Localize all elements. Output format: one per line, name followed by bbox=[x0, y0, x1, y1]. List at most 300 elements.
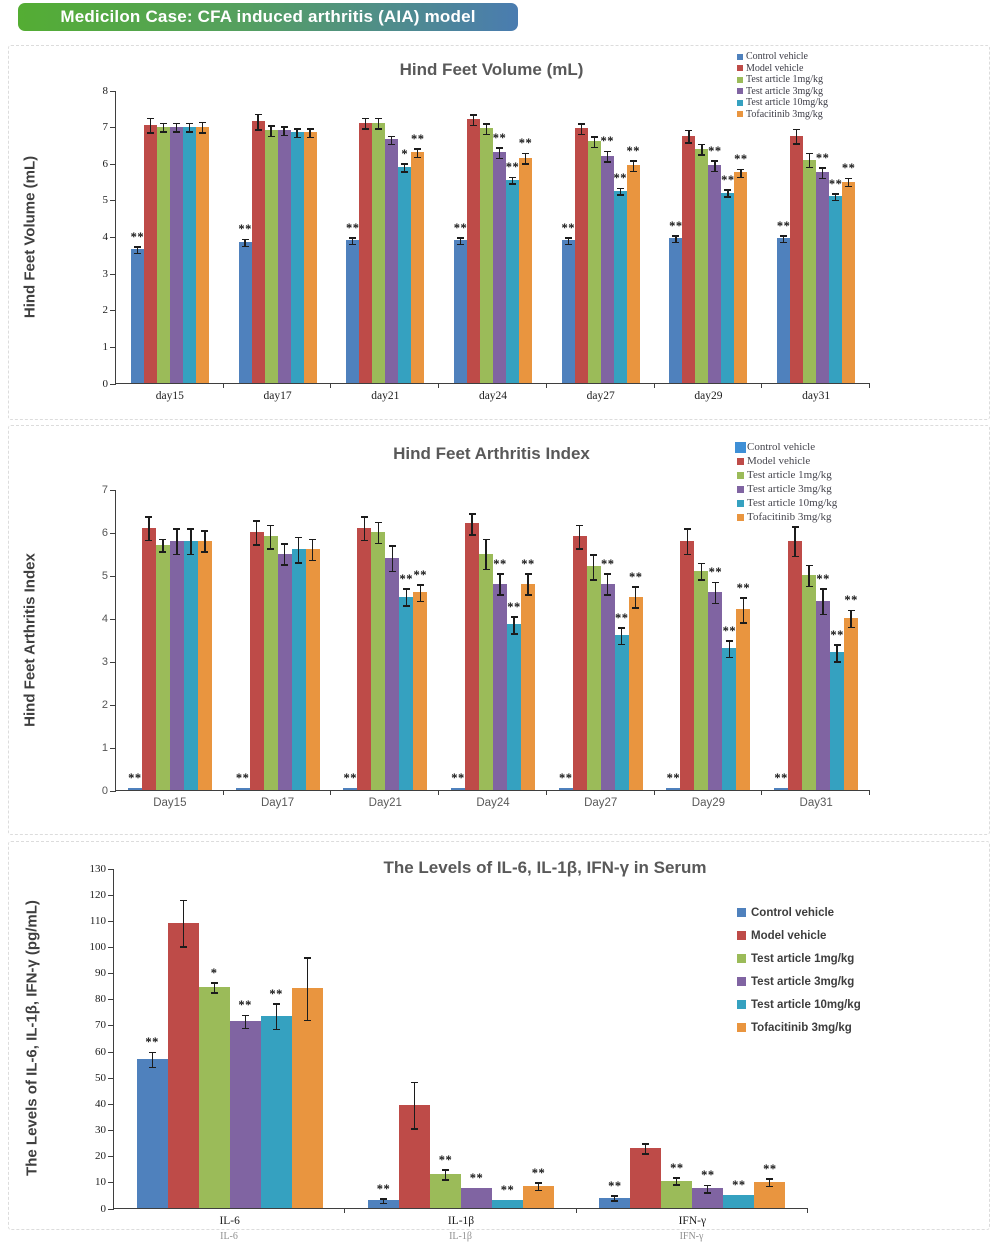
error-bar-bottom-cap bbox=[281, 135, 288, 137]
error-bar bbox=[176, 529, 177, 555]
bar-model-vehicle bbox=[252, 121, 265, 383]
error-bar-top-cap bbox=[578, 123, 585, 125]
error-bar bbox=[621, 628, 622, 645]
error-bar bbox=[607, 574, 608, 596]
error-bar bbox=[579, 525, 580, 549]
error-bar-top-cap bbox=[309, 539, 316, 541]
error-bar-top-cap bbox=[242, 1015, 249, 1017]
y-axis-tick-label: 8 bbox=[102, 84, 108, 97]
significance-marker: ** bbox=[613, 171, 627, 186]
bar-test-article-10mg-kg bbox=[183, 127, 196, 383]
x-axis-tick-mark bbox=[344, 1208, 345, 1213]
x-category-label: day15 bbox=[155, 390, 184, 402]
significance-marker: ** bbox=[521, 556, 535, 571]
error-bar bbox=[298, 537, 299, 563]
error-bar-top-cap bbox=[361, 516, 368, 518]
bar-test-article-3mg-kg bbox=[170, 541, 184, 790]
bar-test-article-1mg-kg bbox=[480, 128, 493, 383]
error-bar-bottom-cap bbox=[307, 137, 314, 139]
error-bar-bottom-cap bbox=[199, 132, 206, 134]
legend-swatch bbox=[735, 442, 746, 453]
significance-marker: ** bbox=[518, 136, 533, 151]
significance-marker: ** bbox=[413, 567, 428, 582]
error-bar-bottom-cap bbox=[469, 534, 476, 536]
error-bar-top-cap bbox=[145, 516, 152, 518]
error-bar-bottom-cap bbox=[604, 161, 611, 163]
bar-test-article-10mg-kg bbox=[291, 132, 304, 383]
x-axis-tick-mark bbox=[576, 1208, 577, 1213]
significance-marker: ** bbox=[708, 565, 723, 580]
y-axis-tick-label: 2 bbox=[101, 698, 108, 711]
y-axis-tick-mark bbox=[108, 895, 114, 896]
significance-marker: ** bbox=[816, 571, 830, 586]
error-bar-bottom-cap bbox=[792, 556, 799, 558]
error-bar-top-cap bbox=[134, 246, 141, 248]
error-bar-top-cap bbox=[389, 545, 396, 547]
legend-item-model-vehicle bbox=[737, 924, 861, 947]
bar-tofacitinib-3mg-kg bbox=[844, 618, 858, 790]
error-bar bbox=[150, 118, 151, 133]
legend-swatch bbox=[737, 65, 743, 71]
error-bar-top-cap bbox=[618, 627, 625, 629]
significance-marker: ** bbox=[235, 771, 250, 786]
legend-item-model-vehicle bbox=[737, 454, 837, 468]
error-bar-top-cap bbox=[388, 136, 395, 138]
error-bar-bottom-cap bbox=[509, 183, 516, 185]
legend-item-control-vehicle bbox=[737, 51, 828, 63]
error-bar-top-cap bbox=[704, 1185, 711, 1187]
bar-tofacitinib-3mg-kg bbox=[736, 609, 750, 790]
error-bar-top-cap bbox=[470, 114, 477, 116]
bar-tofacitinib-3mg-kg bbox=[198, 541, 212, 790]
error-bar bbox=[312, 539, 313, 561]
bar-model-vehicle bbox=[630, 1148, 661, 1208]
error-bar-bottom-cap bbox=[457, 244, 464, 246]
bar-model-vehicle bbox=[465, 523, 479, 790]
significance-marker: ** bbox=[763, 1161, 777, 1176]
significance-marker: ** bbox=[531, 1165, 546, 1180]
significance-marker: ** bbox=[438, 1152, 453, 1167]
error-bar-bottom-cap bbox=[780, 242, 787, 244]
error-bar-bottom-cap bbox=[173, 554, 180, 556]
error-bar-top-cap bbox=[820, 588, 827, 590]
y-axis-label-arthritis-index: Hind Feet Arthritis Index bbox=[21, 553, 39, 727]
y-axis-tick-label: 5 bbox=[101, 569, 108, 582]
error-bar bbox=[276, 1004, 277, 1030]
bar-test-article-1mg-kg bbox=[587, 566, 601, 790]
y-axis-tick-mark bbox=[110, 274, 116, 275]
bar-test-article-10mg-kg bbox=[399, 597, 413, 791]
significance-marker: * bbox=[210, 965, 218, 980]
y-axis-tick-mark bbox=[110, 237, 116, 238]
x-axis-tick-mark bbox=[807, 1208, 808, 1213]
error-bar-top-cap bbox=[380, 1198, 387, 1200]
bar-control-vehicle bbox=[562, 240, 575, 383]
bar-test-article-3mg-kg bbox=[278, 130, 291, 383]
error-bar bbox=[471, 514, 472, 536]
error-bar-top-cap bbox=[173, 123, 180, 125]
error-bar-top-cap bbox=[724, 189, 731, 191]
bar-test-article-10mg-kg bbox=[722, 648, 736, 790]
legend-swatch bbox=[737, 111, 743, 117]
y-axis-tick-mark bbox=[108, 1078, 114, 1079]
bar-test-article-1mg-kg bbox=[265, 130, 278, 383]
y-axis-tick-label: 3 bbox=[101, 655, 108, 668]
error-bar-bottom-cap bbox=[361, 540, 368, 542]
error-bar-bottom-cap bbox=[684, 554, 691, 556]
significance-marker: ** bbox=[130, 229, 145, 244]
legend-item-control-vehicle bbox=[737, 901, 861, 924]
y-axis-tick-label: 100 bbox=[89, 940, 106, 953]
legend-swatch bbox=[737, 458, 744, 465]
error-bar bbox=[270, 525, 271, 549]
y-axis-tick-mark bbox=[108, 999, 114, 1000]
significance-marker: ** bbox=[376, 1181, 391, 1196]
error-bar-top-cap bbox=[632, 586, 639, 588]
y-axis-tick-mark bbox=[110, 127, 116, 128]
error-bar-top-cap bbox=[242, 239, 249, 241]
error-bar bbox=[364, 517, 365, 541]
y-axis-tick-mark bbox=[110, 662, 116, 663]
bar-test-article-1mg-kg bbox=[371, 532, 385, 790]
legend-item-test-article-10mg-kg bbox=[737, 993, 861, 1016]
significance-marker: ** bbox=[343, 771, 358, 786]
error-bar bbox=[513, 617, 514, 634]
error-bar-top-cap bbox=[806, 565, 813, 567]
error-bar-top-cap bbox=[417, 584, 424, 586]
error-bar-top-cap bbox=[273, 1003, 280, 1005]
y-axis-tick-mark bbox=[108, 1025, 114, 1026]
significance-marker: ** bbox=[844, 593, 858, 608]
error-bar-bottom-cap bbox=[294, 137, 301, 139]
x-axis-tick-mark bbox=[438, 790, 439, 795]
error-bar-bottom-cap bbox=[711, 171, 718, 173]
y-axis-tick-label: 20 bbox=[95, 1150, 106, 1163]
error-bar-bottom-cap bbox=[403, 605, 410, 607]
error-bar-top-cap bbox=[457, 237, 464, 239]
error-bar-bottom-cap bbox=[173, 131, 180, 133]
error-bar-top-cap bbox=[642, 1143, 649, 1145]
error-bar-top-cap bbox=[281, 126, 288, 128]
error-bar-bottom-cap bbox=[535, 1190, 542, 1192]
significance-marker: ** bbox=[600, 556, 615, 571]
error-bar-top-cap bbox=[442, 1169, 449, 1171]
error-bar bbox=[190, 529, 191, 555]
bar-model-vehicle bbox=[682, 136, 695, 383]
error-bar-top-cap bbox=[832, 193, 839, 195]
bar-tofacitinib-3mg-kg bbox=[521, 584, 535, 790]
x-axis-tick-mark bbox=[330, 383, 331, 388]
bar-test-article-3mg-kg bbox=[708, 592, 722, 790]
error-bar-bottom-cap bbox=[834, 661, 841, 663]
x-axis-tick-mark bbox=[438, 383, 439, 388]
bar-test-article-10mg-kg bbox=[261, 1016, 292, 1208]
y-axis-tick-mark bbox=[108, 1130, 114, 1131]
error-bar-top-cap bbox=[159, 539, 166, 541]
error-bar bbox=[414, 1082, 415, 1129]
legend-label: Test article 1mg/kg bbox=[751, 952, 855, 965]
error-bar bbox=[499, 574, 500, 596]
bar-control-vehicle bbox=[669, 238, 682, 383]
bar-test-article-3mg-kg bbox=[170, 127, 183, 383]
error-bar bbox=[148, 517, 149, 541]
x-category-label: day29 bbox=[694, 390, 723, 402]
y-axis-tick-mark bbox=[110, 347, 116, 348]
bar-test-article-10mg-kg bbox=[398, 167, 411, 383]
bar-test-article-10mg-kg bbox=[615, 635, 629, 790]
bar-model-vehicle bbox=[142, 528, 156, 790]
error-bar bbox=[796, 129, 797, 144]
significance-marker: ** bbox=[669, 218, 683, 233]
significance-marker: * bbox=[401, 146, 409, 161]
significance-marker: ** bbox=[734, 152, 748, 166]
legend-item-test-article-3mg-kg bbox=[737, 970, 861, 993]
error-bar-bottom-cap bbox=[253, 544, 260, 546]
legend-swatch bbox=[737, 1023, 746, 1032]
error-bar-bottom-cap bbox=[740, 622, 747, 624]
error-bar-top-cap bbox=[672, 235, 679, 237]
error-bar-bottom-cap bbox=[793, 143, 800, 145]
bar-control-vehicle bbox=[131, 249, 144, 383]
y-axis-tick-mark bbox=[110, 619, 116, 620]
error-bar-top-cap bbox=[375, 522, 382, 524]
y-axis-tick-label: 0 bbox=[100, 1202, 106, 1215]
error-bar-bottom-cap bbox=[673, 1184, 680, 1186]
legend-item-test-article-3mg-kg bbox=[737, 482, 837, 496]
error-bar-top-cap bbox=[411, 1082, 418, 1084]
error-bar bbox=[635, 587, 636, 609]
bar-test-article-3mg-kg bbox=[708, 165, 721, 383]
bar-test-article-10mg-kg bbox=[723, 1195, 754, 1208]
x-category-label: Day21 bbox=[368, 797, 402, 809]
y-axis-tick-mark bbox=[108, 1209, 114, 1210]
error-bar-bottom-cap bbox=[617, 194, 624, 196]
legend-swatch bbox=[737, 977, 746, 986]
error-bar bbox=[204, 531, 205, 553]
significance-marker: ** bbox=[493, 556, 507, 571]
x-axis-tick-mark bbox=[546, 383, 547, 388]
significance-marker: ** bbox=[500, 1182, 515, 1197]
y-axis-tick-mark bbox=[110, 200, 116, 201]
y-axis-tick-label: 90 bbox=[95, 967, 106, 980]
x-category-label: day21 bbox=[371, 390, 400, 402]
bar-control-vehicle bbox=[454, 240, 467, 383]
error-bar-bottom-cap bbox=[845, 186, 852, 188]
bar-tofacitinib-3mg-kg bbox=[292, 988, 323, 1208]
error-bar-top-cap bbox=[780, 235, 787, 237]
error-bar bbox=[392, 546, 393, 572]
legend-label: Tofacitinib 3mg/kg bbox=[747, 511, 832, 523]
bar-tofacitinib-3mg-kg bbox=[306, 549, 320, 790]
y-axis-tick-label: 50 bbox=[95, 1071, 106, 1084]
error-bar-bottom-cap bbox=[268, 136, 275, 138]
error-bar-bottom-cap bbox=[565, 244, 572, 246]
error-bar bbox=[794, 527, 795, 557]
y-axis-tick-label: 1 bbox=[101, 741, 108, 754]
error-bar-bottom-cap bbox=[186, 131, 193, 133]
error-bar-bottom-cap bbox=[134, 253, 141, 255]
legend-item-control-vehicle bbox=[737, 440, 837, 454]
y-axis-tick-label: 6 bbox=[102, 157, 108, 170]
bar-test-article-10mg-kg bbox=[829, 196, 842, 383]
y-axis-tick-label: 1 bbox=[102, 340, 108, 353]
error-bar bbox=[527, 574, 528, 596]
error-bar bbox=[743, 598, 744, 624]
significance-marker: ** bbox=[776, 218, 791, 233]
legend-item-test-article-1mg-kg bbox=[737, 74, 828, 86]
x-axis-tick-mark bbox=[869, 790, 870, 795]
legend-item-test-article-1mg-kg bbox=[737, 468, 837, 482]
y-axis-tick-label: 3 bbox=[102, 267, 108, 280]
error-bar-bottom-cap bbox=[496, 158, 503, 160]
significance-marker: ** bbox=[736, 580, 751, 595]
significance-marker: ** bbox=[722, 623, 737, 638]
error-bar bbox=[687, 529, 688, 555]
significance-marker: ** bbox=[399, 571, 414, 586]
significance-marker: ** bbox=[708, 143, 722, 158]
error-bar-top-cap bbox=[349, 237, 356, 239]
legend-item-tofacitinib-3mg-kg bbox=[737, 1016, 861, 1039]
significance-marker: ** bbox=[451, 771, 465, 786]
bar-test-article-1mg-kg bbox=[802, 575, 816, 790]
bar-control-vehicle bbox=[236, 788, 250, 790]
bar-test-article-3mg-kg bbox=[385, 558, 399, 790]
error-bar-bottom-cap bbox=[672, 242, 679, 244]
error-bar-top-cap bbox=[267, 525, 274, 527]
bar-test-article-10mg-kg bbox=[721, 193, 734, 383]
significance-marker: ** bbox=[628, 569, 643, 584]
error-bar-bottom-cap bbox=[349, 244, 356, 246]
y-axis-label-serum-levels: The Levels of IL-6, IL-1β, IFN-γ (pg/mL) bbox=[23, 900, 41, 1176]
error-bar-bottom-cap bbox=[242, 246, 249, 248]
bar-test-article-10mg-kg bbox=[507, 624, 521, 790]
error-bar-bottom-cap bbox=[611, 1200, 618, 1202]
error-bar-top-cap bbox=[186, 123, 193, 125]
error-bar-bottom-cap bbox=[147, 132, 154, 134]
case-title-banner: Medicilon Case: CFA induced arthritis (AIA) model bbox=[18, 3, 518, 31]
x-category-label: day17 bbox=[263, 390, 292, 402]
bar-control-vehicle bbox=[137, 1059, 168, 1208]
bar-test-article-1mg-kg bbox=[264, 536, 278, 790]
error-bar bbox=[307, 958, 308, 1021]
y-axis-tick-label: 130 bbox=[89, 862, 106, 875]
bar-model-vehicle bbox=[359, 123, 372, 383]
error-bar-top-cap bbox=[147, 118, 154, 120]
bar-tofacitinib-3mg-kg bbox=[413, 592, 427, 790]
bar-tofacitinib-3mg-kg bbox=[627, 165, 640, 383]
bar-model-vehicle bbox=[575, 128, 588, 383]
bar-test-article-3mg-kg bbox=[493, 152, 506, 383]
error-bar-bottom-cap bbox=[187, 554, 194, 556]
y-axis-tick-label: 0 bbox=[102, 377, 108, 390]
error-bar-top-cap bbox=[160, 123, 167, 125]
bar-control-vehicle bbox=[777, 238, 790, 383]
error-bar-bottom-cap bbox=[401, 171, 408, 173]
error-bar-top-cap bbox=[819, 167, 826, 169]
legend-item-test-article-1mg-kg bbox=[737, 947, 861, 970]
cutoff-axis-label: IL-6 bbox=[220, 1231, 238, 1242]
x-category-label: IL-6 bbox=[219, 1215, 240, 1227]
bar-model-vehicle bbox=[144, 125, 157, 383]
significance-marker: ** bbox=[558, 771, 573, 786]
x-axis-tick-mark bbox=[223, 790, 224, 795]
y-axis-tick-label: 110 bbox=[89, 914, 106, 927]
error-bar-top-cap bbox=[698, 563, 705, 565]
error-bar-bottom-cap bbox=[375, 543, 382, 545]
error-bar-bottom-cap bbox=[470, 125, 477, 127]
x-axis-tick-mark bbox=[869, 383, 870, 388]
error-bar-bottom-cap bbox=[411, 1128, 418, 1130]
bar-test-article-1mg-kg bbox=[157, 127, 170, 383]
bar-test-article-10mg-kg bbox=[184, 541, 198, 790]
error-bar-top-cap bbox=[414, 148, 421, 150]
bar-model-vehicle bbox=[168, 923, 199, 1208]
legend-label: Test article 3mg/kg bbox=[746, 85, 824, 97]
legend-label: Model vehicle bbox=[747, 455, 811, 467]
bar-control-vehicle bbox=[451, 788, 465, 790]
bar-model-vehicle bbox=[250, 532, 264, 790]
y-axis-tick-mark bbox=[108, 1182, 114, 1183]
x-axis-tick-mark bbox=[654, 383, 655, 388]
significance-marker: ** bbox=[269, 986, 283, 1001]
y-axis-tick-mark bbox=[110, 533, 116, 534]
cutoff-axis-label: IFN-γ bbox=[679, 1231, 704, 1242]
x-category-label: IFN-γ bbox=[678, 1215, 707, 1227]
error-bar-top-cap bbox=[565, 237, 572, 239]
legend-serum-levels bbox=[737, 901, 861, 1039]
error-bar-top-cap bbox=[483, 539, 490, 541]
bar-test-article-1mg-kg bbox=[695, 149, 708, 383]
significance-marker: ** bbox=[128, 771, 142, 786]
legend-swatch bbox=[737, 931, 746, 940]
error-bar-bottom-cap bbox=[832, 200, 839, 202]
error-bar-top-cap bbox=[525, 573, 532, 575]
chart-title-serum-levels: The Levels of IL-6, IL-1β, IFN-γ in Serum bbox=[383, 858, 707, 877]
error-bar-bottom-cap bbox=[630, 171, 637, 173]
x-category-label: Day15 bbox=[153, 797, 187, 809]
significance-marker: ** bbox=[608, 1178, 622, 1193]
x-axis-tick-mark bbox=[330, 790, 331, 795]
error-bar-bottom-cap bbox=[281, 564, 288, 566]
error-bar-top-cap bbox=[255, 114, 262, 116]
error-bar-top-cap bbox=[294, 128, 301, 130]
y-axis-tick-label: 2 bbox=[102, 304, 108, 317]
error-bar-bottom-cap bbox=[511, 633, 518, 635]
y-axis-tick-mark bbox=[108, 947, 114, 948]
error-bar-top-cap bbox=[180, 900, 187, 902]
y-axis-label-hind-feet-volume: Hind Feet Volume (mL) bbox=[21, 155, 39, 319]
bar-model-vehicle bbox=[788, 541, 802, 790]
legend-swatch bbox=[737, 77, 743, 83]
error-bar-bottom-cap bbox=[522, 163, 529, 165]
significance-marker: ** bbox=[145, 1035, 159, 1050]
error-bar-bottom-cap bbox=[685, 142, 692, 144]
x-category-label: Day17 bbox=[260, 797, 295, 809]
legend-swatch bbox=[737, 100, 743, 106]
significance-marker: ** bbox=[732, 1177, 746, 1192]
error-bar-bottom-cap bbox=[726, 657, 733, 659]
bar-control-vehicle bbox=[666, 788, 680, 790]
error-bar-top-cap bbox=[726, 640, 733, 642]
significance-marker: ** bbox=[411, 131, 425, 146]
bar-tofacitinib-3mg-kg bbox=[842, 182, 855, 383]
y-axis-tick-label: 120 bbox=[89, 888, 106, 901]
error-bar-bottom-cap bbox=[604, 594, 611, 596]
significance-marker: ** bbox=[507, 599, 521, 614]
y-axis-tick-label: 4 bbox=[101, 612, 108, 625]
y-axis-tick-mark bbox=[110, 705, 116, 706]
error-bar-top-cap bbox=[712, 582, 719, 584]
